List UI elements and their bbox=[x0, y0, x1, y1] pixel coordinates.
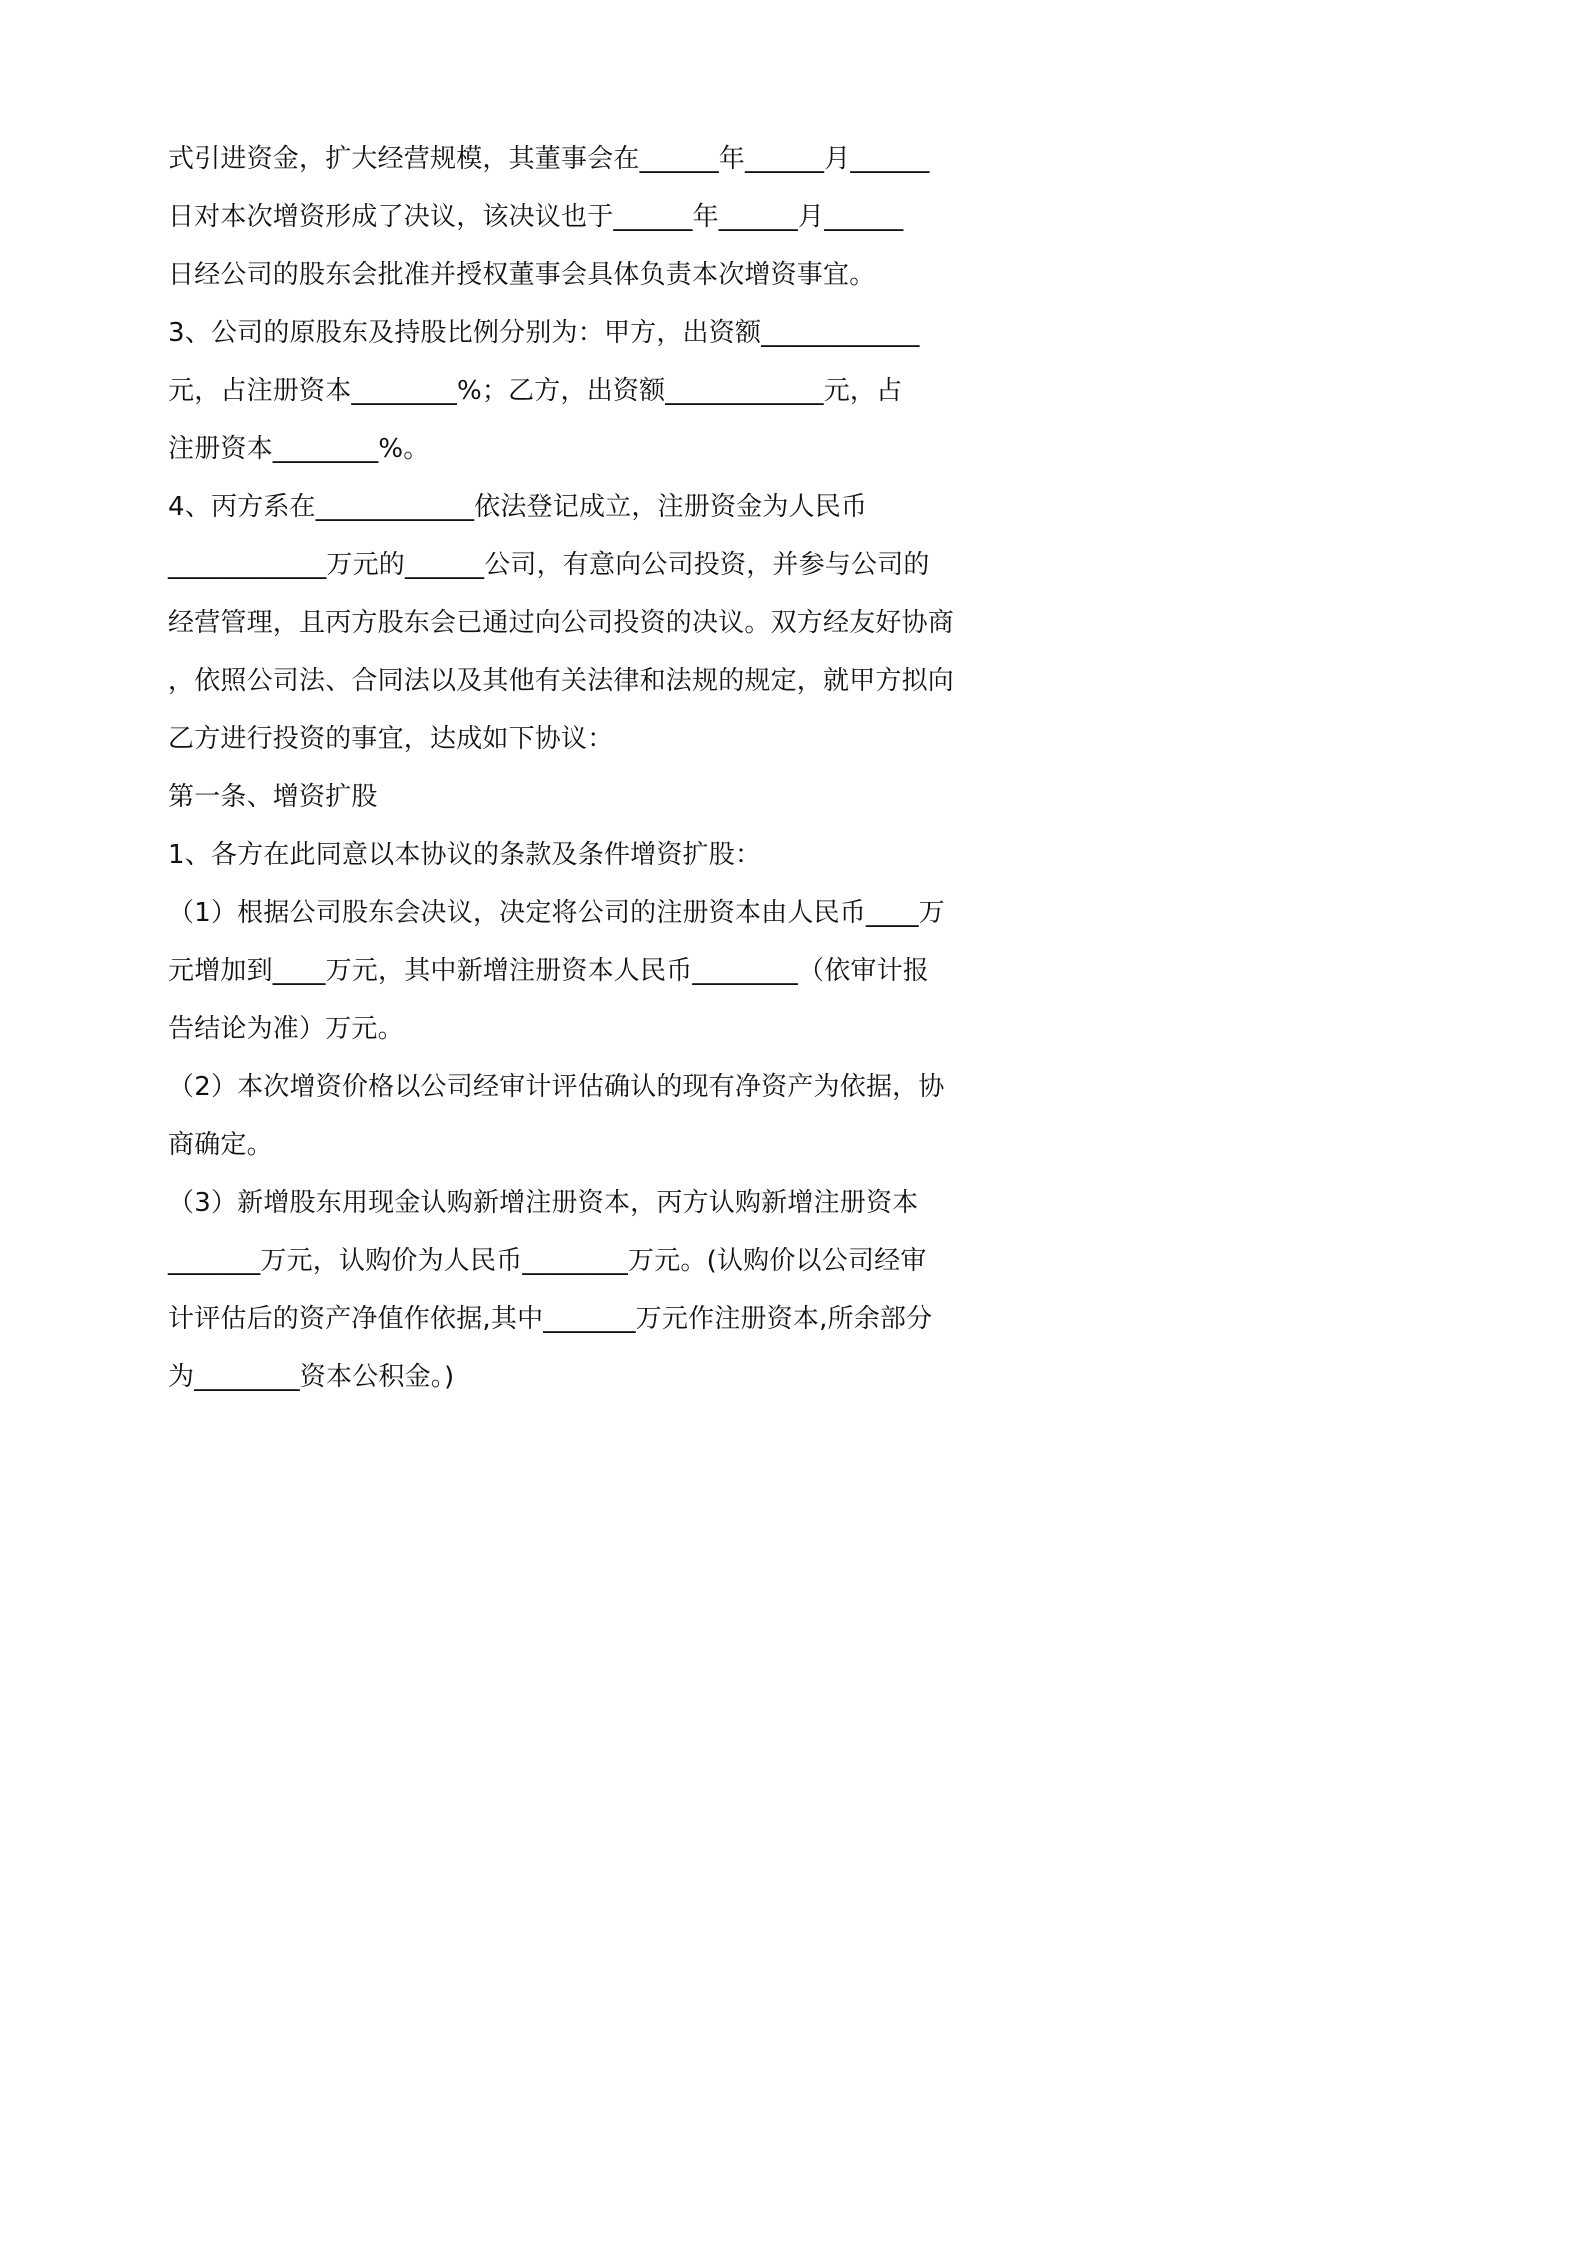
paragraph-line: 元增加到____万元，其中新增注册资本人民币________（依审计报 bbox=[168, 956, 930, 986]
paragraph-line: 计评估后的资产净值作依据,其中_______万元作注册资本,所余部分 bbox=[168, 1304, 933, 1334]
clause-4-line: 4、丙方系在____________依法登记成立，注册资金为人民币 bbox=[168, 492, 868, 522]
paragraph-line: 告结论为准）万元。 bbox=[168, 1014, 404, 1044]
subclause-1-line: （1）根据公司股东会决议，决定将公司的注册资本由人民币____万 bbox=[168, 898, 945, 928]
paragraph-line: 日经公司的股东会批准并授权董事会具体负责本次增资事宜。 bbox=[168, 260, 876, 290]
clause-3-line: 3、公司的原股东及持股比例分别为：甲方，出资额____________ bbox=[168, 318, 920, 348]
paragraph-line: 经营管理，且丙方股东会已通过向公司投资的决议。双方经友好协商 bbox=[168, 608, 955, 638]
paragraph-line: 乙方进行投资的事宜，达成如下协议： bbox=[168, 724, 614, 754]
paragraph-line: 式引进资金，扩大经营规模，其董事会在______年______月______ bbox=[168, 144, 930, 174]
paragraph-line: 元，占注册资本________%；乙方，出资额____________元，占 bbox=[168, 376, 903, 406]
paragraph-line: 注册资本________%。 bbox=[168, 434, 430, 464]
subclause-2-line: （2）本次增资价格以公司经审计评估确认的现有净资产为依据，协 bbox=[168, 1072, 945, 1102]
document-page bbox=[0, 0, 1101, 1558]
paragraph-line: 商确定。 bbox=[168, 1130, 273, 1160]
paragraph-line: 日对本次增资形成了决议，该决议也于______年______月______ bbox=[168, 202, 904, 232]
clause-1-line: 1、各方在此同意以本协议的条款及条件增资扩股： bbox=[168, 840, 762, 870]
section-heading: 第一条、增资扩股 bbox=[168, 782, 378, 812]
subclause-3-line: （3）新增股东用现金认购新增注册资本，丙方认购新增注册资本 bbox=[168, 1188, 919, 1218]
paragraph-line: ，依照公司法、合同法以及其他有关法律和法规的规定，就甲方拟向 bbox=[168, 666, 955, 696]
paragraph-line: _______万元，认购价为人民币________万元。(认购价以公司经审 bbox=[168, 1246, 927, 1276]
paragraph-line: ____________万元的______公司，有意向公司投资，并参与公司的 bbox=[168, 550, 930, 580]
paragraph-line: 为________资本公积金。) bbox=[168, 1362, 455, 1392]
